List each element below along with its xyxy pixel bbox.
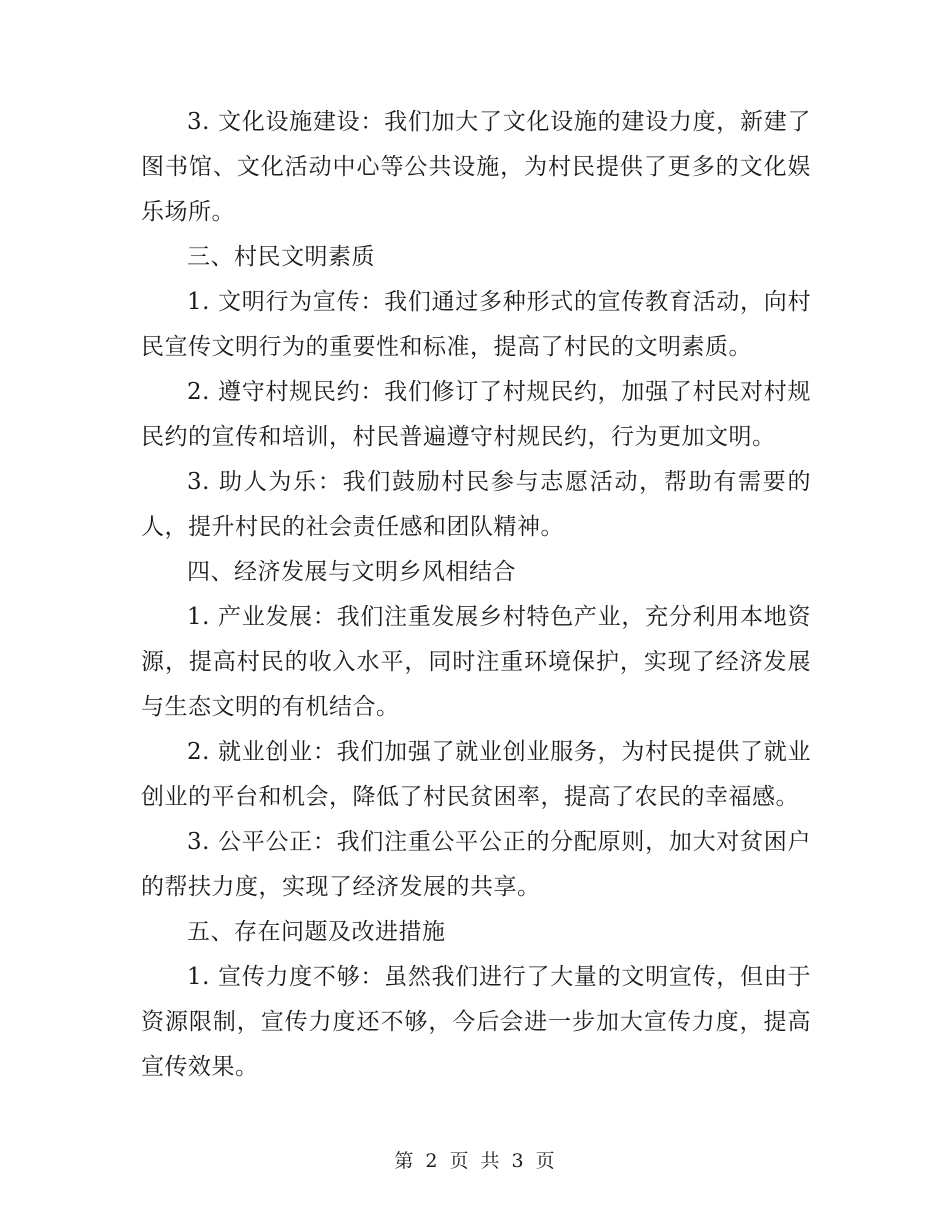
- paragraph-fairness: 3. 公平公正：我们注重公平公正的分配原则，加大对贫困户的帮扶力度，实现了经济发展的共享。: [141, 829, 811, 900]
- page-number-footer: 第 2 页 共 3 页: [394, 1150, 556, 1172]
- paragraph-village-rules: 2. 遵守村规民约：我们修订了村规民约，加强了村民对村规民约的宣传和培训，村民普遍遵守村规民约，行为更加文明。: [141, 379, 811, 450]
- paragraph-culture-facilities: 3. 文化设施建设：我们加大了文化设施的建设力度，新建了图书馆、文化活动中心等公共设施，为村民提供了更多的文化娱乐场所。: [141, 109, 811, 225]
- paragraph-employment: 2. 就业创业：我们加强了就业创业服务，为村民提供了就业创业的平台和机会，降低了村民贫困率，提高了农民的幸福感。: [141, 739, 811, 810]
- document-body: [141, 100, 811, 1090]
- section-heading-villager-quality: 三、村民文明素质: [187, 244, 375, 270]
- section-heading-problems: 五、存在问题及改进措施: [187, 919, 446, 945]
- paragraph-publicity-insufficient: 1. 宣传力度不够：虽然我们进行了大量的文明宣传，但由于资源限制，宣传力度还不够，今后会进一步加大宣传力度，提高宣传效果。: [141, 964, 811, 1080]
- paragraph-industry-development: 1. 产业发展：我们注重发展乡村特色产业，充分利用本地资源，提高村民的收入水平，同时注重环境保护，实现了经济发展与生态文明的有机结合。: [141, 604, 811, 720]
- section-heading-economy-civility: 四、经济发展与文明乡风相结合: [187, 559, 516, 585]
- paragraph-helping-others: 3. 助人为乐：我们鼓励村民参与志愿活动，帮助有需要的人，提升村民的社会责任感和团队精神。: [141, 469, 811, 540]
- paragraph-civility-promotion: 1. 文明行为宣传：我们通过多种形式的宣传教育活动，向村民宣传文明行为的重要性和标准，提高了村民的文明素质。: [141, 289, 811, 360]
